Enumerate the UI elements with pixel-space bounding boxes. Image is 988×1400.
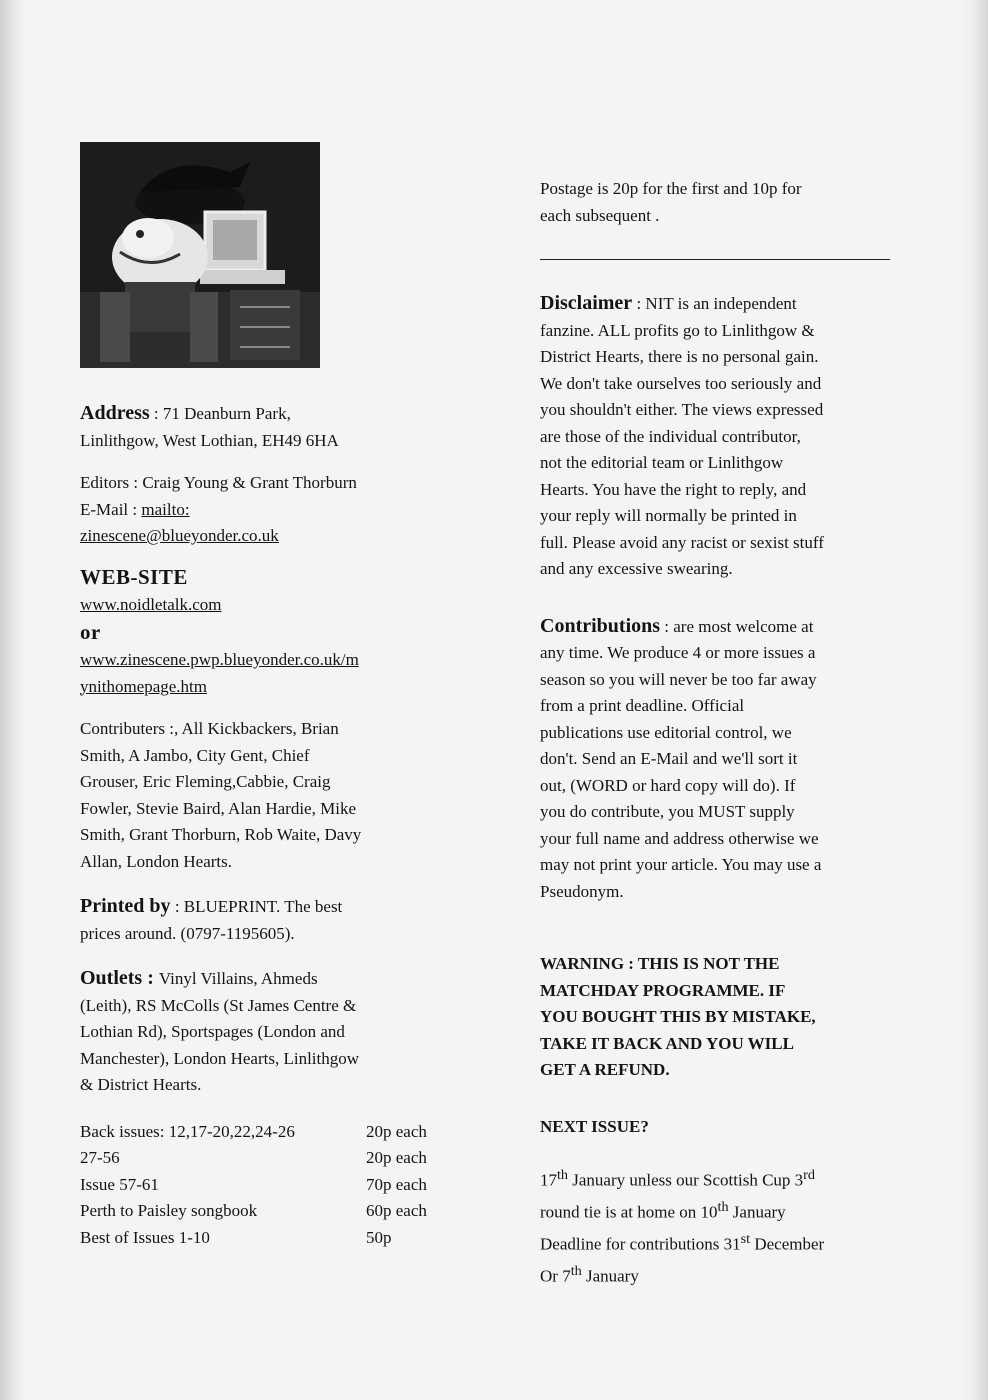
warning-line: WARNING : THIS IS NOT THE (540, 954, 780, 973)
warning-line: TAKE IT BACK AND YOU WILL (540, 1033, 794, 1053)
postage-line1: Postage is 20p for the first and 10p for (540, 179, 802, 198)
postage-line2: each subsequent . (540, 205, 660, 225)
back-issue-price: 50p (366, 1227, 392, 1247)
contributors-line: Grouser, Eric Fleming,Cabbie, Craig (80, 772, 331, 791)
next-issue-text: 17 (540, 1170, 557, 1190)
contributors-block (80, 716, 480, 875)
contributions-line: season so you will never be too far away (540, 669, 817, 689)
printed-by-line1: : BLUEPRINT. The best (170, 897, 343, 916)
table-row (80, 1225, 427, 1252)
ordinal-suffix: th (570, 1263, 582, 1280)
outlets-line: & District Hearts. (80, 1075, 202, 1094)
back-issue-price: 70p each (366, 1174, 427, 1194)
outlets-line: (Leith), RS McColls (St James Centre & (80, 995, 357, 1015)
table-row (80, 1119, 427, 1146)
contributions-line: from a print deadline. Official (540, 696, 745, 715)
contributions-block (540, 613, 930, 906)
contributions-line: Pseudonym. (540, 881, 624, 901)
table-row (80, 1145, 427, 1172)
email-prefix: E-Mail : (80, 499, 142, 519)
next-issue-text: January (728, 1202, 786, 1222)
table-row (80, 1198, 427, 1225)
contributions-line: you do contribute, you MUST supply (540, 802, 795, 821)
postage-block (540, 176, 930, 229)
back-issues-table (80, 1119, 427, 1252)
outlets-line: Lothian Rd), Sportspages (London and (80, 1022, 345, 1041)
disclaimer-line: We don't take ourselves too seriously and (540, 373, 822, 393)
disclaimer-line: and any excessive swearing. (540, 559, 733, 578)
website-or: or (80, 619, 101, 644)
website-url-1[interactable]: www.noidletalk.com (80, 595, 222, 614)
website-url-2-line1[interactable]: www.zinescene.pwp.blueyonder.co.uk/m (80, 650, 359, 669)
disclaimer-line: District Hearts, there is no personal gain. (540, 347, 819, 366)
contributors-line: Contributers :, All Kickbackers, Brian (80, 719, 339, 738)
editors-line: Editors : Craig Young & Grant Thorburn (80, 473, 357, 492)
disclaimer-line: you shouldn't either. The views expressed (540, 400, 824, 419)
back-issue-price: 20p each (366, 1121, 427, 1141)
warning-line: MATCHDAY PROGRAMME. IF (540, 980, 786, 1000)
disclaimer-line: full. Please avoid any racist or sexist stuff (540, 532, 824, 552)
contributions-line: don't. Send an E-Mail and we'll sort it (540, 749, 798, 768)
outlets-line: Vinyl Villains, Ahmeds (158, 969, 318, 988)
contributors-line: Allan, London Hearts. (80, 851, 233, 871)
right-column (540, 176, 930, 1291)
website-url-2-line2[interactable]: ynithomepage.htm (80, 676, 208, 696)
contributors-line: Smith, A Jambo, City Gent, Chief (80, 745, 310, 765)
next-issue-text: round tie is at home on 10 (540, 1202, 718, 1222)
contributors-line: Smith, Grant Thorburn, Rob Waite, Davy (80, 825, 362, 844)
contributions-line: out, (WORD or hard copy will do). If (540, 775, 796, 795)
disclaimer-line: : NIT is an independent (632, 294, 797, 313)
warning-line: GET A REFUND. (540, 1060, 670, 1079)
disclaimer-label: Disclaimer (540, 292, 633, 314)
back-issue-item: Back issues: 12,17-20,22,24-26 (80, 1121, 295, 1141)
website-block (80, 564, 480, 701)
back-issue-item: Issue 57-61 (80, 1174, 159, 1194)
printed-by-line2: prices around. (0797-1195605). (80, 923, 295, 943)
contributors-line: Fowler, Stevie Baird, Alan Hardie, Mike (80, 798, 356, 818)
disclaimer-line: your reply will normally be printed in (540, 506, 797, 525)
editors-block (80, 470, 480, 550)
contributions-line: your full name and address otherwise we (540, 828, 819, 848)
back-issue-price: 20p each (366, 1148, 427, 1167)
contributions-label: Contributions (540, 614, 661, 637)
website-heading: WEB-SITE (80, 564, 188, 589)
left-column (80, 400, 480, 1251)
back-issue-price: 60p each (366, 1201, 427, 1220)
ordinal-suffix: th (717, 1199, 729, 1216)
cartoon-computer-image (80, 142, 320, 368)
contributions-line: any time. We produce 4 or more issues a (540, 643, 816, 662)
disclaimer-line: fanzine. ALL profits go to Linlithgow & (540, 320, 815, 340)
divider-line (540, 259, 890, 260)
deadline-text: Or 7 (540, 1267, 571, 1287)
outlets-label: Outlets : (80, 967, 159, 989)
next-issue-text: January unless our Scottish Cup 3 (568, 1170, 804, 1190)
disclaimer-line: Hearts. You have the right to reply, and (540, 479, 807, 499)
deadline-text: January (581, 1267, 639, 1287)
cartoon-illustration (80, 142, 320, 368)
ordinal-suffix: th (557, 1167, 569, 1183)
page-edge-right (962, 0, 988, 1400)
printed-by-label: Printed by (80, 895, 171, 917)
ordinal-suffix: st (740, 1231, 751, 1248)
address-line1: : 71 Deanburn Park, (149, 404, 291, 423)
email-mailto-link[interactable]: mailto: (141, 499, 190, 519)
back-issue-item: Perth to Paisley songbook (80, 1201, 258, 1220)
printed-by-block (80, 893, 480, 947)
back-issue-item: Best of Issues 1-10 (80, 1227, 210, 1247)
next-issue-heading: NEXT ISSUE? (540, 1116, 649, 1136)
deadline-text: Deadline for contributions 31 (540, 1234, 741, 1254)
outlets-line: Manchester), London Hearts, Linlithgow (80, 1048, 360, 1068)
disclaimer-line: not the editorial team or Linlithgow (540, 453, 784, 472)
next-issue-block (540, 1162, 930, 1291)
email-address-link[interactable]: zinescene@blueyonder.co.uk (80, 526, 279, 545)
ordinal-suffix: rd (803, 1167, 815, 1183)
deadline-text: December (750, 1234, 825, 1254)
disclaimer-line: are those of the individual contributor, (540, 426, 801, 446)
warning-line: YOU BOUGHT THIS BY MISTAKE, (540, 1007, 816, 1026)
outlets-block (80, 965, 480, 1099)
back-issue-item: 27-56 (80, 1148, 120, 1167)
contributions-line: publications use editorial control, we (540, 722, 792, 742)
warning-block (540, 951, 930, 1084)
contributions-line: may not print your article. You may use a (540, 855, 822, 874)
address-label: Address (80, 402, 150, 424)
address-block (80, 400, 480, 454)
disclaimer-block (540, 290, 930, 583)
address-line2: Linlithgow, West Lothian, EH49 6HA (80, 430, 339, 450)
page-edge-left (0, 0, 26, 1400)
table-row (80, 1172, 427, 1199)
contributions-line: : are most welcome at (660, 616, 814, 636)
